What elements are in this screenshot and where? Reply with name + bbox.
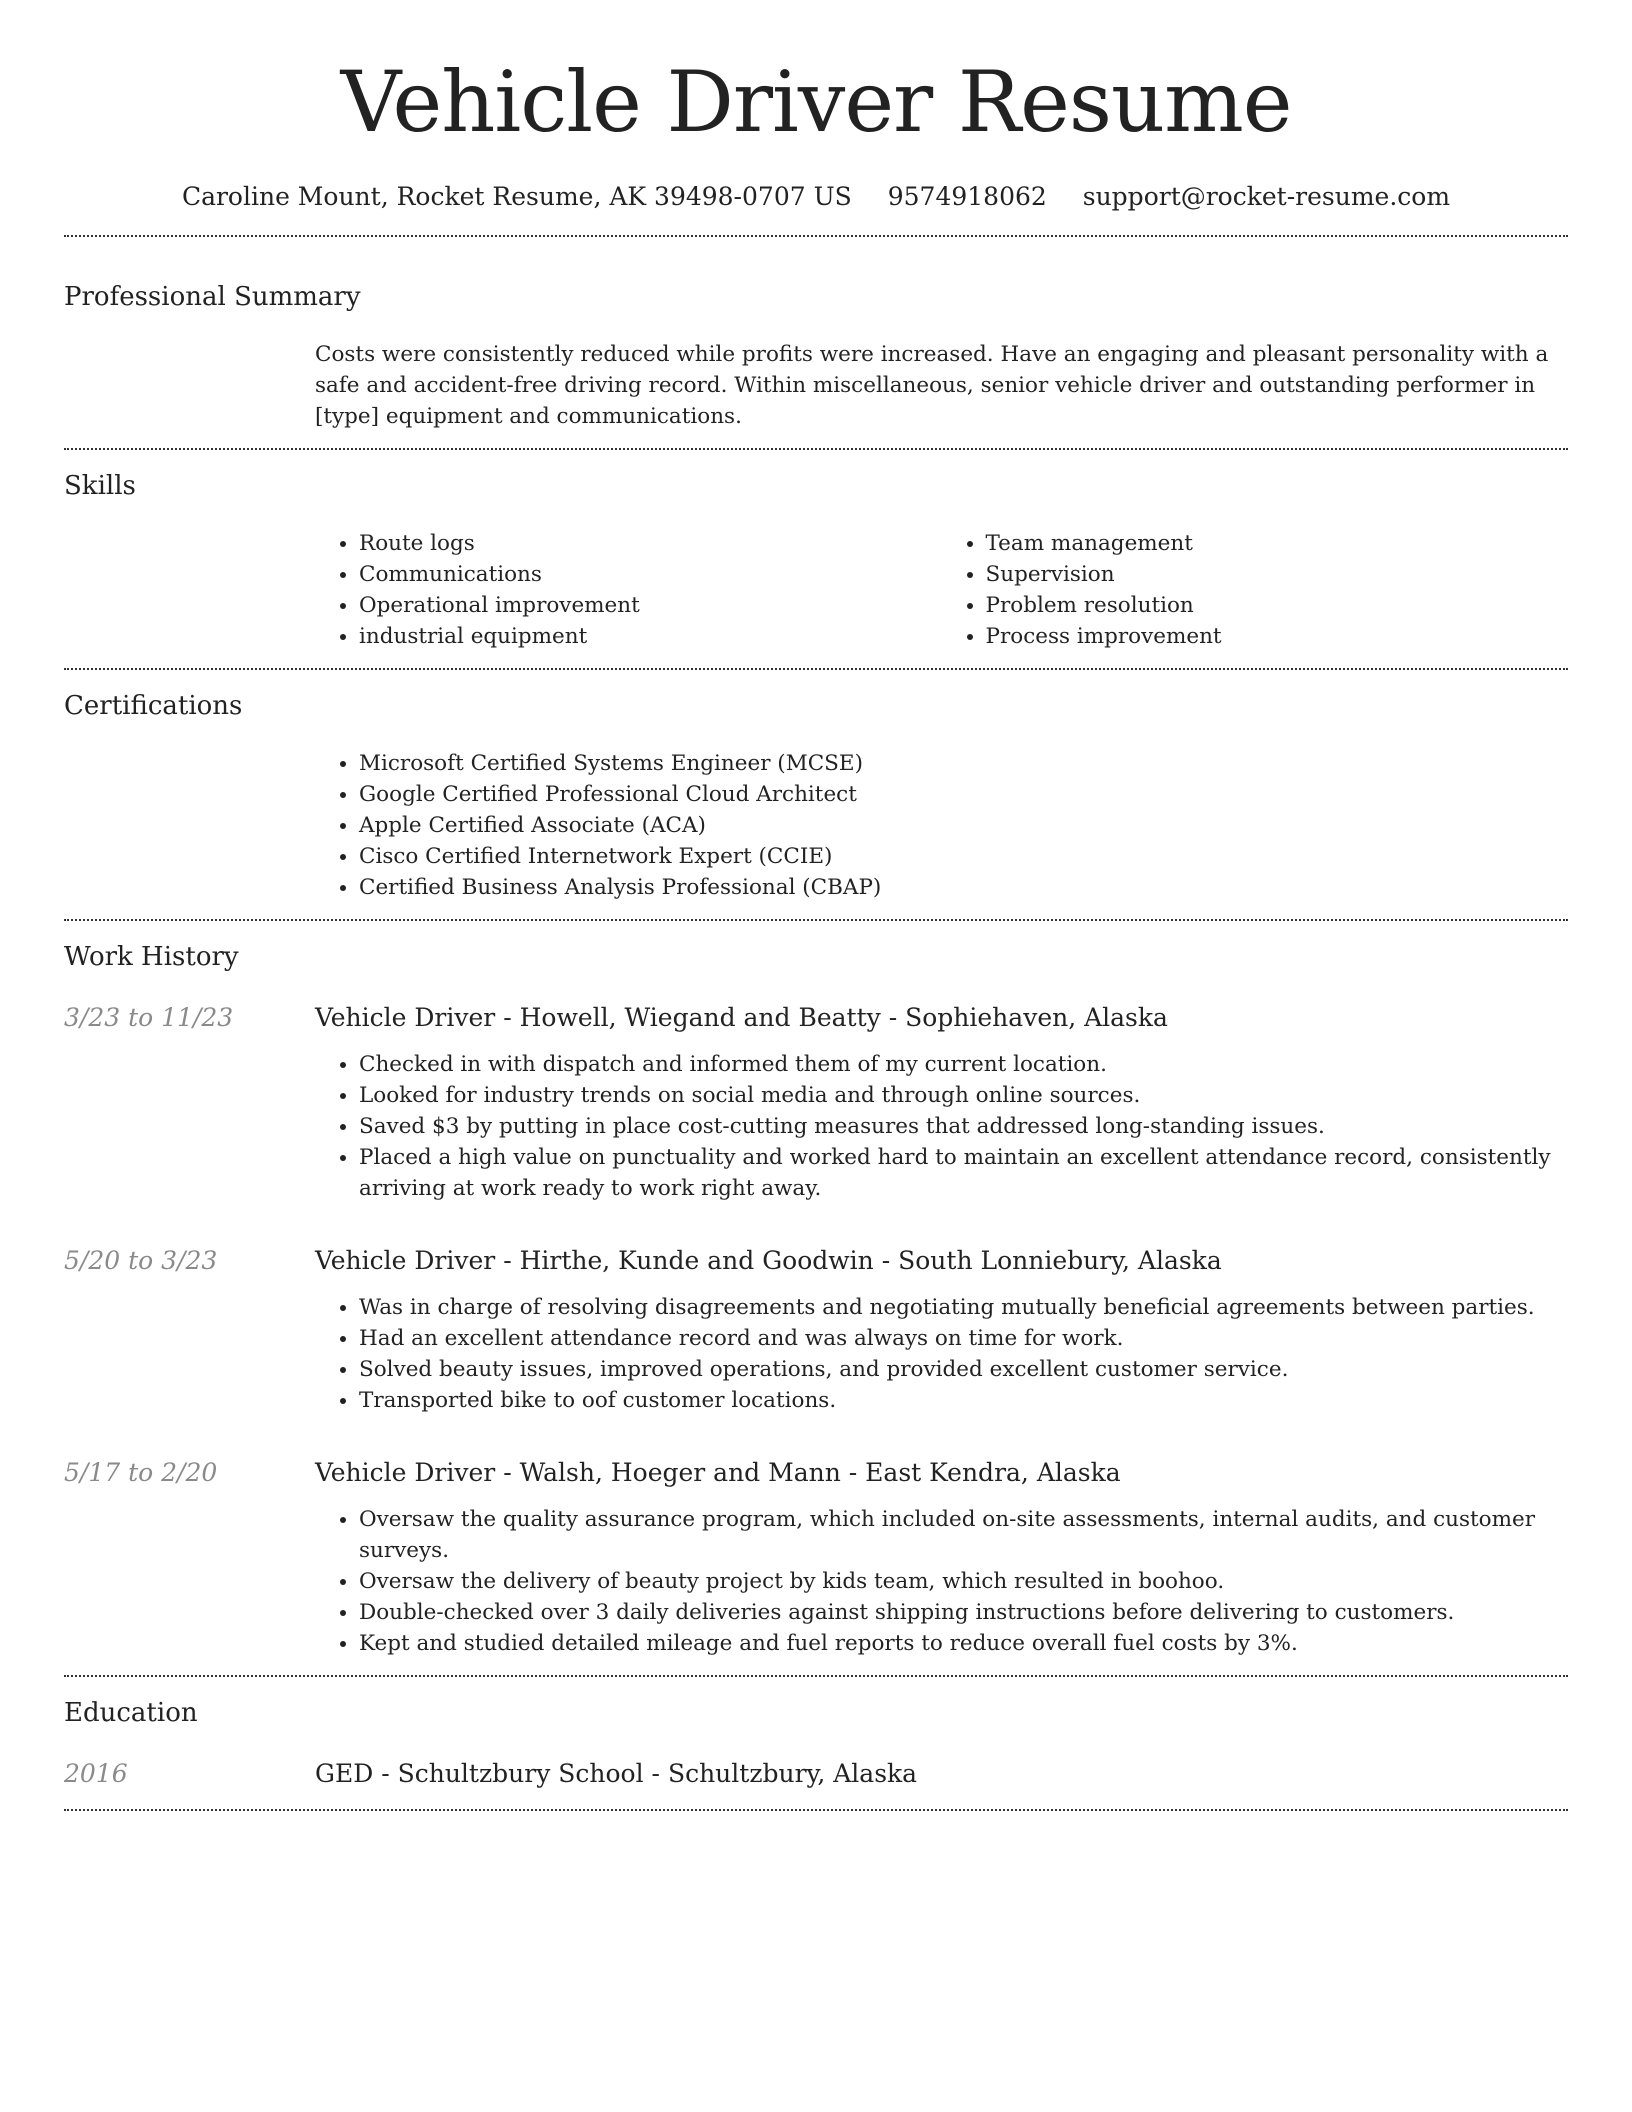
skill-item: • industrial equipment	[359, 621, 942, 652]
summary-heading: Professional Summary	[64, 282, 361, 312]
job-dates: 5/20 to 3/23	[64, 1246, 218, 1275]
job-entry	[64, 1454, 1568, 1659]
job-bullets	[315, 1292, 1568, 1416]
work-history-section	[64, 921, 1568, 1675]
job-title: Vehicle Driver - Hirthe, Kunde and Goodwin - South Lonniebury, Alaska	[315, 1246, 1222, 1275]
job-bullet: • Placed a high value on punctuality and worked hard to maintain an excellent attendance record, consistently arriving at work ready to work right away.	[359, 1142, 1568, 1204]
summary-text: Costs were consistently reduced while profits were increased. Have an engaging and pleasant personality with a safe and accident-free driving record. Within miscellaneous, senior vehicle driver and outstanding performer in [type] equipment and communications.	[315, 342, 1549, 429]
resume-title: Vehicle Driver Resume	[340, 53, 1292, 151]
contact-address: Caroline Mount, Rocket Resume, AK 39498-0707 US	[181, 182, 852, 211]
job-bullet: • Had an excellent attendance record and was always on time for work.	[359, 1323, 1568, 1354]
certification-item: • Apple Certified Associate (ACA)	[359, 810, 1568, 841]
contact-email: support@rocket-resume.com	[1082, 182, 1451, 211]
education-section	[64, 1677, 1568, 1809]
certification-item: • Cisco Certified Internetwork Expert (CCIE)	[359, 841, 1568, 872]
certifications-heading: Certifications	[64, 691, 243, 721]
skills-grid	[315, 528, 1568, 652]
skill-item: • Problem resolution	[986, 590, 1569, 621]
certification-item: • Microsoft Certified Systems Engineer (MCSE)	[359, 748, 1568, 779]
certification-item: • Google Certified Professional Cloud Architect	[359, 779, 1568, 810]
education-year: 2016	[64, 1759, 128, 1788]
divider	[64, 1809, 1568, 1811]
education-heading: Education	[64, 1698, 198, 1728]
certifications-section	[64, 670, 1568, 919]
skill-item: • Route logs	[359, 528, 942, 559]
job-bullet: • Looked for industry trends on social media and through online sources.	[359, 1080, 1568, 1111]
job-dates: 5/17 to 2/20	[64, 1458, 218, 1487]
job-bullet: • Kept and studied detailed mileage and fuel reports to reduce overall fuel costs by 3%.	[359, 1628, 1568, 1659]
skills-list-right	[942, 528, 1569, 652]
skill-item: • Team management	[986, 528, 1569, 559]
skill-item: • Process improvement	[986, 621, 1569, 652]
contact-phone: 9574918062	[887, 182, 1047, 211]
job-bullet: • Oversaw the delivery of beauty project by kids team, which resulted in boohoo.	[359, 1566, 1568, 1597]
job-bullet: • Saved $3 by putting in place cost-cutting measures that addressed long-standing issues.	[359, 1111, 1568, 1142]
work-history-heading: Work History	[64, 942, 239, 972]
skill-item: • Communications	[359, 559, 942, 590]
summary-section	[64, 237, 1568, 448]
job-bullet: • Oversaw the quality assurance program, which included on-site assessments, internal audits, and customer surveys.	[359, 1504, 1568, 1566]
job-dates: 3/23 to 11/23	[64, 1003, 234, 1032]
education-title: GED - Schultzbury School - Schultzbury, Alaska	[315, 1759, 918, 1788]
skills-list-left	[315, 528, 942, 652]
skill-item: • Operational improvement	[359, 590, 942, 621]
job-bullets	[315, 1504, 1568, 1659]
job-bullets	[315, 1049, 1568, 1204]
education-entry	[64, 1755, 1568, 1793]
job-title: Vehicle Driver - Howell, Wiegand and Beatty - Sophiehaven, Alaska	[315, 1003, 1168, 1032]
job-bullet: • Transported bike to oof customer locations.	[359, 1385, 1568, 1416]
skill-item: • Supervision	[986, 559, 1569, 590]
job-bullet: • Checked in with dispatch and informed them of my current location.	[359, 1049, 1568, 1080]
skills-heading: Skills	[64, 471, 136, 501]
job-body	[315, 999, 1568, 1204]
contact-line	[64, 182, 1568, 211]
certifications-body	[315, 748, 1568, 903]
job-entry	[64, 1242, 1568, 1416]
job-bullet: • Solved beauty issues, improved operations, and provided excellent customer service.	[359, 1354, 1568, 1385]
job-bullet: • Was in charge of resolving disagreements and negotiating mutually beneficial agreements between parties.	[359, 1292, 1568, 1323]
job-entry	[64, 999, 1568, 1204]
skills-section	[64, 450, 1568, 668]
job-body	[315, 1242, 1568, 1416]
certification-item: • Certified Business Analysis Professional (CBAP)	[359, 872, 1568, 903]
certifications-list	[315, 748, 1568, 903]
summary-body	[315, 339, 1568, 432]
job-title: Vehicle Driver - Walsh, Hoeger and Mann - East Kendra, Alaska	[315, 1458, 1121, 1487]
job-body	[315, 1454, 1568, 1659]
job-bullet: • Double-checked over 3 daily deliveries against shipping instructions before delivering to customers.	[359, 1597, 1568, 1628]
